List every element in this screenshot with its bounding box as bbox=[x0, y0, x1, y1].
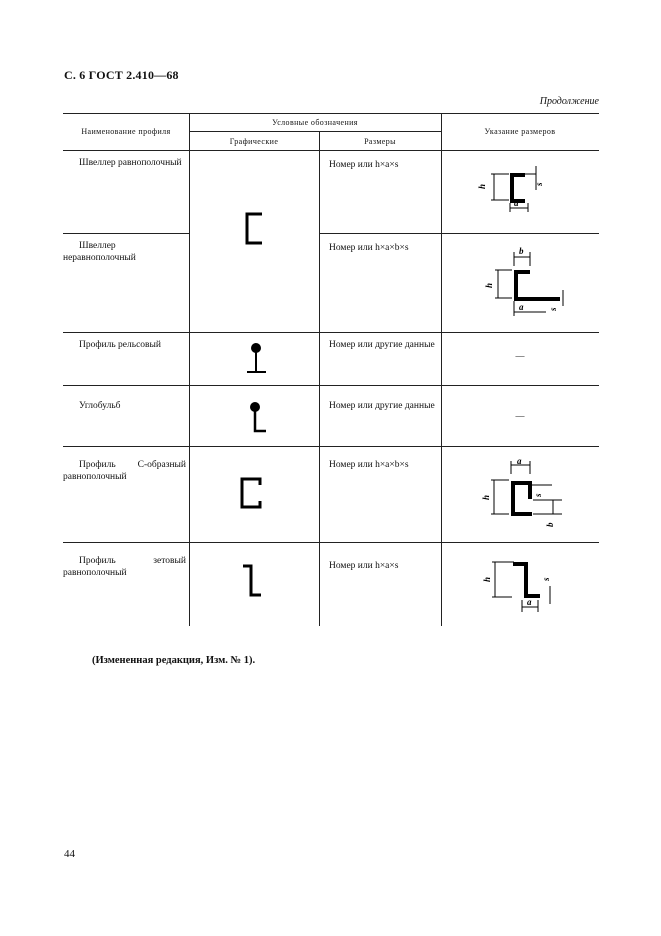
size-notation: Номер или h×a×b×s bbox=[329, 460, 409, 470]
z-profile-diagram-icon bbox=[513, 564, 540, 596]
no-dimension-dash: — bbox=[515, 351, 525, 361]
dim-label-h: h bbox=[482, 576, 492, 582]
page-header: С. 6 ГОСТ 2.410—68 bbox=[64, 68, 179, 82]
dim-label-a: a bbox=[527, 597, 532, 607]
size-notation: Номер или другие данные bbox=[329, 401, 435, 411]
dim-label-b: b bbox=[545, 522, 555, 527]
dim-label-s: s bbox=[534, 182, 544, 186]
dim-label-s: s bbox=[533, 493, 543, 497]
dim-label-h: h bbox=[477, 183, 487, 189]
profile-name: Углобульб bbox=[79, 401, 121, 411]
dim-label-a: a bbox=[517, 456, 522, 466]
dim-label-h: h bbox=[481, 494, 491, 500]
dim-label-s: s bbox=[541, 577, 551, 581]
profile-name: Швеллер равнополочный bbox=[79, 158, 182, 168]
size-notation: Номер или h×a×b×s bbox=[329, 243, 409, 253]
profile-name: Профиль рельсовый bbox=[79, 340, 162, 350]
size-notation: Номер или h×a×s bbox=[329, 561, 399, 571]
size-notation: Номер или другие данные bbox=[329, 340, 435, 350]
profile-name: Профиль С-образный равнополочный bbox=[63, 460, 186, 482]
header-sizes: Размеры bbox=[364, 137, 396, 146]
unequal-channel-diagram-icon bbox=[516, 272, 560, 299]
profile-name: Профиль зетовый равнополочный bbox=[63, 556, 186, 578]
dim-label-b: b bbox=[519, 246, 524, 256]
dim-label-a: a bbox=[519, 302, 524, 312]
amendment-note: (Измененная редакция, Изм. № 1). bbox=[92, 655, 256, 666]
header-designations: Условные обозначения bbox=[272, 118, 358, 127]
continuation-label: Продолжение bbox=[539, 96, 599, 107]
dim-label-s: s bbox=[548, 307, 558, 311]
profile-name: Швеллер неравнополочный bbox=[63, 241, 136, 263]
no-dimension-dash: — bbox=[515, 411, 525, 421]
dim-label-a: a bbox=[514, 198, 519, 208]
page-number: 44 bbox=[64, 848, 75, 860]
size-notation: Номер или h×a×s bbox=[329, 160, 399, 170]
dim-label-h: h bbox=[484, 282, 494, 288]
header-profile-name: Наименование профиля bbox=[81, 127, 171, 136]
header-dimensions: Указание размеров bbox=[484, 127, 556, 136]
c-profile-diagram-icon bbox=[513, 483, 532, 514]
header-graphic: Графические bbox=[229, 137, 279, 146]
